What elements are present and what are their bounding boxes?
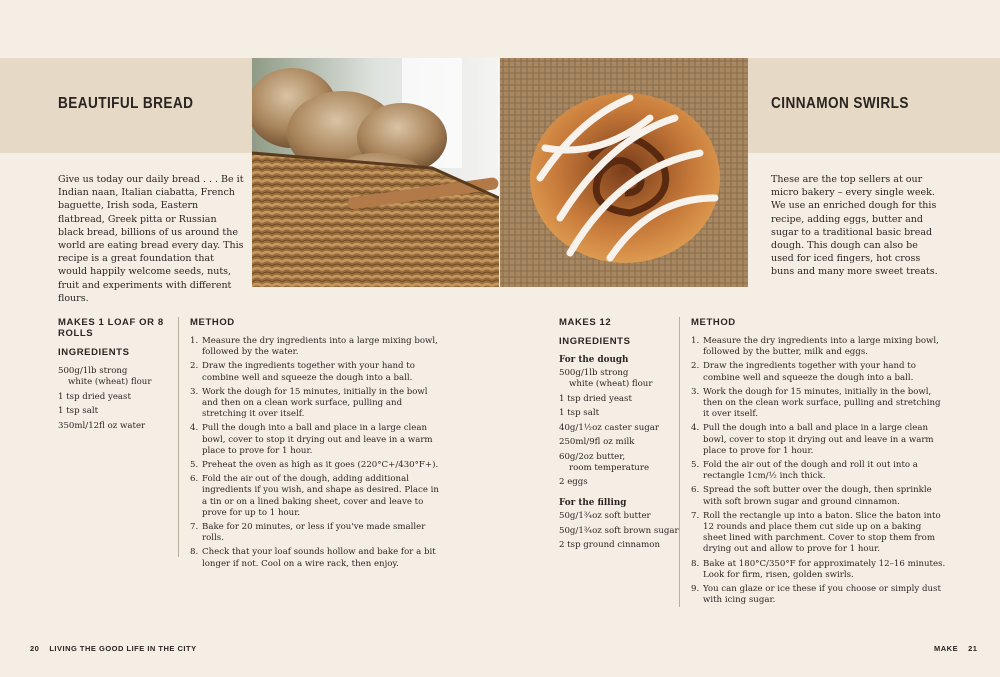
ingredient-item: 50g/1¾oz soft butter bbox=[559, 511, 651, 521]
right-makes-label: MAKES 12 bbox=[559, 317, 612, 328]
method-step: 2. Draw the ingredients together with your hand to combine well and squeeze the dough into a ball. bbox=[691, 361, 916, 383]
method-step: 8. Check that your loaf sounds hollow and bake for a bit longer if not. Cool on a wire rack, then enjoy. bbox=[190, 547, 436, 569]
ingredient-item: 500g/1lb strong bbox=[559, 368, 629, 378]
method-step: 4. Pull the dough into a ball and place in a large clean bowl, cover to stop it drying out and leave in a warm place to prove for 1 hour. bbox=[691, 423, 934, 456]
left-ingredients-column bbox=[58, 317, 178, 435]
right-page-number: 21 bbox=[968, 644, 978, 653]
left-method-list bbox=[190, 336, 442, 570]
ingredient-item: 2 tsp ground cinnamon bbox=[559, 540, 660, 550]
ingredient-item: 60g/2oz butter, bbox=[559, 451, 626, 462]
right-intro-text: These are the top sellers at our micro bakery – every single week. We use an enriched dough for this recipe, adding eggs, butter and sugar to a traditional basic bread dough. This dough can also be used for iced fingers, hot cross buns and many more sweet treats. bbox=[771, 174, 938, 278]
ingredient-item: white (wheat) flour bbox=[569, 379, 653, 389]
method-step: 4. Pull the dough into a ball and place in a large clean bowl, cover to stop it drying out and leave in a warm place to prove for 1 hour. bbox=[190, 423, 433, 456]
method-step: 8. Bake at 180°C/350°F for approximately 12–16 minutes. Look for firm, risen, golden swirls. bbox=[691, 558, 946, 580]
left-intro-text: Give us today our daily bread . . . Be it Indian naan, Italian ciabatta, French baguette, Irish soda, Eastern flatbread, Greek pitta or Russian black bread, billions of us around the world are eating bread every day. This recipe is a great foundation that would happily welcome seeds, nuts, fruit and experiments with different flours. bbox=[58, 174, 244, 304]
right-method-heading: METHOD bbox=[691, 317, 736, 328]
dough-ingredients-list bbox=[559, 368, 679, 488]
left-method-column bbox=[190, 317, 442, 573]
ingredient-item: 250ml/9fl oz milk bbox=[559, 437, 635, 447]
method-step: 3. Work the dough for 15 minutes, initially in the bowl, then on the clean work surface, pulling and stretching it over itself. bbox=[691, 386, 941, 420]
method-step: 6. Spread the soft butter over the dough, then sprinkle with soft brown sugar and ground cinnamon. bbox=[691, 485, 932, 507]
left-ingredients-heading: INGREDIENTS bbox=[58, 347, 130, 358]
right-method-column bbox=[691, 317, 947, 609]
left-folio bbox=[30, 644, 197, 653]
ingredient-item: room temperature bbox=[569, 462, 650, 473]
method-step: 3. Work the dough for 15 minutes, initially in the bowl and then on a clean work surface, pulling and stretching it over itself. bbox=[190, 386, 428, 420]
ingredient-item: 2 eggs bbox=[559, 477, 588, 487]
method-step: 1. Measure the dry ingredients into a large mixing bowl, followed by the water. bbox=[190, 336, 438, 358]
left-page-number: 20 bbox=[30, 644, 40, 653]
right-ingredients-heading: INGREDIENTS bbox=[559, 336, 631, 347]
right-folio bbox=[934, 644, 977, 653]
right-running-head: MAKE bbox=[934, 644, 959, 653]
method-step: 6. Fold the air out of the dough, adding additional ingredients if you wish, and shape as desired. Place in a tin or on a lined baking sheet, cover and leave to prove for up to 1 hour. bbox=[190, 474, 439, 518]
left-page-title: BEAUTIFUL BREAD bbox=[58, 95, 194, 112]
right-page-title: CINNAMON SWIRLS bbox=[771, 95, 909, 112]
method-step: 7. Roll the rectangle up into a baton. Slice the baton into 12 rounds and place them cut side up on a baking sheet lined with parchment. Cover to stop them from drying out and allow to prove for 1 hour. bbox=[691, 510, 941, 555]
ingredient-item: 1 tsp dried yeast bbox=[58, 391, 131, 402]
method-step: 9. You can glaze or ice these if you choose or simply dust with icing sugar. bbox=[691, 584, 941, 606]
left-ingredients-list bbox=[58, 366, 178, 432]
dough-subheading: For the dough bbox=[559, 355, 629, 365]
ingredient-item: 1 tsp salt bbox=[58, 406, 99, 416]
cinnamon-swirl-photo bbox=[500, 58, 748, 287]
filling-ingredients-list bbox=[559, 511, 679, 551]
right-ingredients-column bbox=[559, 317, 679, 555]
bread-basket-photo bbox=[252, 58, 499, 287]
ingredient-item: 40g/1½oz caster sugar bbox=[559, 422, 659, 433]
right-column-divider bbox=[679, 317, 680, 607]
left-column-divider bbox=[178, 317, 179, 557]
method-step: 7. Bake for 20 minutes, or less if you've made smaller rolls. bbox=[190, 522, 426, 544]
ingredient-item: 350ml/12fl oz water bbox=[58, 420, 146, 431]
ingredient-item: 500g/1lb strong bbox=[58, 366, 128, 376]
left-running-head: LIVING THE GOOD LIFE IN THE CITY bbox=[49, 644, 197, 653]
left-makes-label: MAKES 1 LOAF OR 8 ROLLS bbox=[58, 317, 164, 339]
ingredient-item: 1 tsp salt bbox=[559, 408, 600, 418]
left-method-heading: METHOD bbox=[190, 317, 235, 328]
ingredient-item: white (wheat) flour bbox=[68, 377, 152, 387]
ingredient-item: 50g/1¾oz soft brown sugar bbox=[559, 525, 679, 536]
method-step: 1. Measure the dry ingredients into a large mixing bowl, followed by the butter, milk and eggs. bbox=[691, 336, 939, 358]
filling-subheading: For the filling bbox=[559, 498, 627, 508]
method-step: 2. Draw the ingredients together with your hand to combine well and squeeze the dough into a ball. bbox=[190, 361, 415, 383]
method-step: 5. Fold the air out of the dough and roll it out into a rectangle 1cm/½ inch thick. bbox=[691, 460, 918, 482]
ingredient-item: 1 tsp dried yeast bbox=[559, 393, 632, 404]
right-method-list bbox=[691, 336, 947, 606]
method-step: 5. Preheat the oven as high as it goes (220°C+/430°F+). bbox=[190, 460, 439, 471]
